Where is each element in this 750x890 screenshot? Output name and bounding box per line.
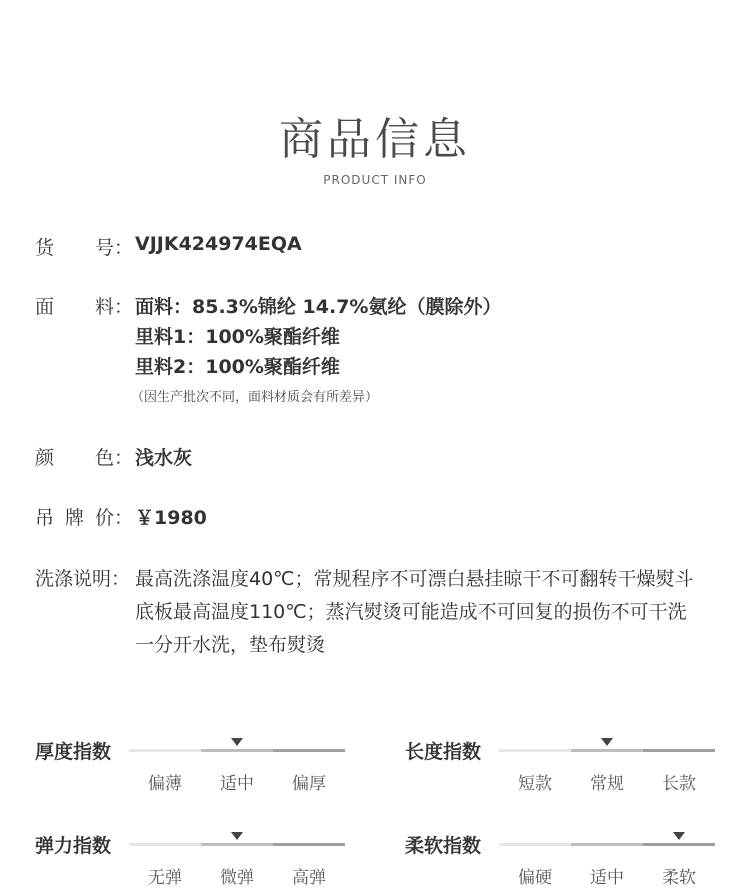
index-scale (499, 843, 715, 888)
index-scale (129, 843, 345, 888)
index-option: 适中 (220, 774, 254, 794)
scale-segment (571, 843, 643, 846)
price-value: ￥1980 (135, 507, 207, 529)
sku-value: VJJK424974EQA (135, 233, 302, 255)
scale-segment (129, 749, 201, 752)
index-label: 长度指数 (405, 741, 482, 763)
wash-line: 最高洗涤温度40℃；常规程序不可漂白悬挂晾干不可翻转干燥熨斗 (135, 568, 694, 590)
index-option: 高弹 (292, 868, 326, 888)
wash-label: 洗涤说明： (35, 568, 131, 590)
price-label-char: 价： (95, 507, 134, 529)
scale-segment (129, 843, 201, 846)
scale-segment (273, 843, 345, 846)
scale-segment (643, 749, 715, 752)
index-option: 适中 (590, 868, 624, 888)
index-marker-icon (231, 832, 243, 840)
index-option: 偏薄 (148, 774, 182, 794)
color-value: 浅水灰 (135, 447, 193, 469)
color-label-char: 色： (95, 447, 134, 469)
index-label: 厚度指数 (35, 741, 112, 763)
index-option: 无弹 (148, 868, 182, 888)
scale-segment (571, 749, 643, 752)
fabric-label-char: 料： (95, 296, 134, 318)
page-subtitle: PRODUCT INFO (323, 173, 427, 187)
scale-segment (499, 749, 571, 752)
wash-line: 底板最高温度110℃；蒸汽熨烫可能造成不可回复的损伤不可干洗 (135, 601, 687, 623)
index-label: 弹力指数 (35, 835, 112, 857)
index-label: 柔软指数 (405, 835, 482, 857)
index-scale (499, 749, 715, 794)
index-marker-icon (601, 738, 613, 746)
index-option: 长款 (662, 774, 696, 794)
index-marker-icon (231, 738, 243, 746)
scale-segment (643, 843, 715, 846)
index-option: 微弹 (220, 868, 254, 888)
index-option: 偏厚 (292, 774, 326, 794)
index-marker-icon (673, 832, 685, 840)
wash-line: 一分开水洗，垫布熨烫 (135, 634, 326, 656)
page-title: 商品信息 (279, 114, 471, 165)
scale-segment (201, 749, 273, 752)
scale-segment (499, 843, 571, 846)
sku-label-char: 号： (95, 237, 134, 259)
index-option: 偏硬 (518, 868, 552, 888)
fabric-label-char: 面 (35, 296, 55, 318)
price-label-char: 牌 (65, 507, 85, 529)
price-label-char: 吊 (35, 507, 55, 529)
scale-segment (201, 843, 273, 846)
fabric-line: 里料1：100%聚酯纤维 (135, 326, 340, 348)
index-option: 短款 (518, 774, 552, 794)
fabric-line: 面料：85.3%锦纶 14.7%氨纶（膜除外） (135, 296, 502, 318)
fabric-note: （因生产批次不同，面料材质会有所差异） (131, 390, 379, 405)
index-option: 常规 (590, 774, 624, 794)
fabric-line: 里料2：100%聚酯纤维 (135, 356, 340, 378)
index-scale (129, 749, 345, 794)
sku-label-char: 货 (35, 237, 55, 259)
color-label-char: 颜 (35, 447, 55, 469)
scale-segment (273, 749, 345, 752)
index-option: 柔软 (662, 868, 696, 888)
